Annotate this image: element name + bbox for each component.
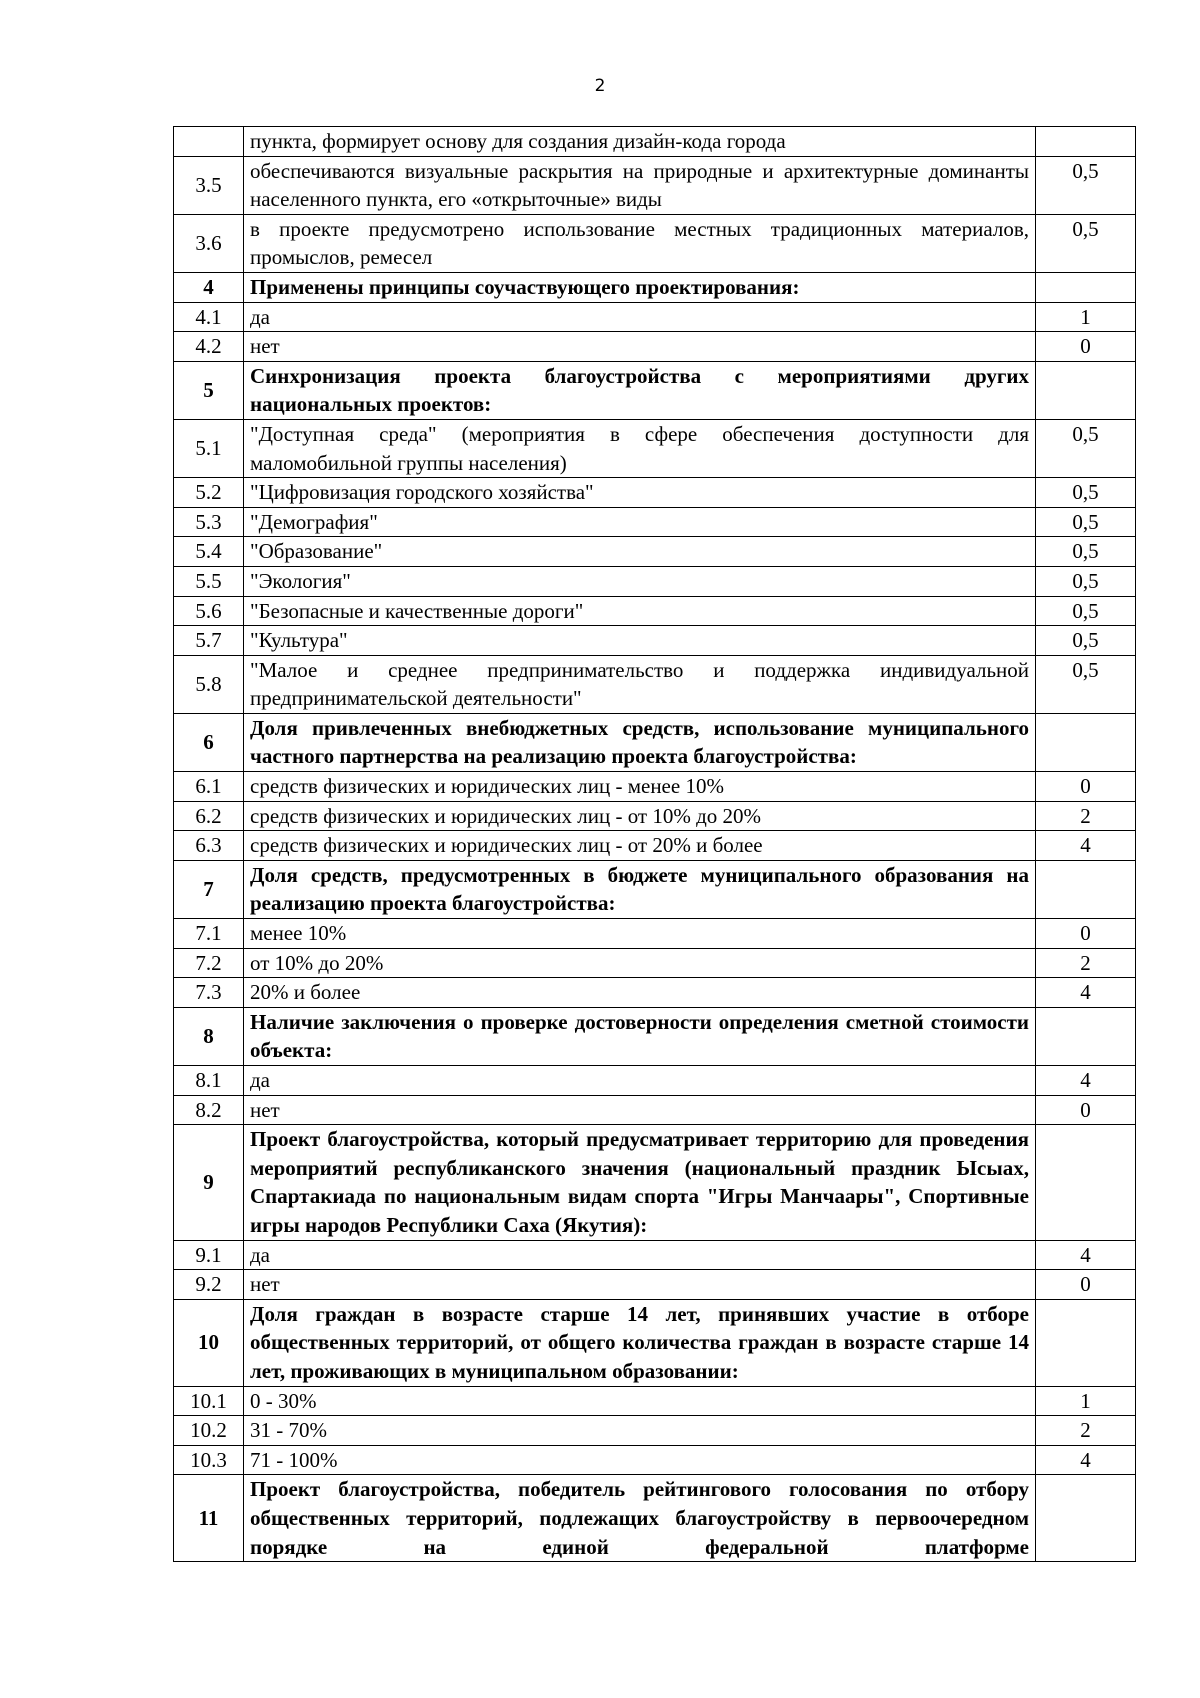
score-value: 4: [1036, 978, 1136, 1008]
table-row: [174, 537, 1136, 567]
table-row: [174, 948, 1136, 978]
score-value: [1036, 1299, 1136, 1386]
row-number: 4.2: [174, 332, 244, 362]
score-value: 0: [1036, 919, 1136, 949]
row-number: 8: [174, 1007, 244, 1065]
criterion-text: Проект благоустройства, который предусматривает территорию для проведения мероприятий республиканского значения (национальный праздник Ысыах, Спартакиада по национальным видам спорта "Игры Манчаары", Спортивные игры народов Республики Саха (Якутия):: [244, 1125, 1036, 1240]
criterion-text: "Культура": [244, 626, 1036, 656]
score-value: [1036, 713, 1136, 771]
section-row: [174, 1475, 1136, 1562]
row-number: 7: [174, 860, 244, 918]
criterion-text: да: [244, 1240, 1036, 1270]
row-number: 7.2: [174, 948, 244, 978]
criterion-text: обеспечиваются визуальные раскрытия на природные и архитектурные доминанты населенного пункта, его «открыточные» виды: [244, 156, 1036, 214]
criterion-text: "Безопасные и качественные дороги": [244, 596, 1036, 626]
section-row: [174, 713, 1136, 771]
criterion-text: "Экология": [244, 566, 1036, 596]
row-number: 8.2: [174, 1095, 244, 1125]
row-number: 5: [174, 361, 244, 419]
section-row: [174, 1125, 1136, 1240]
table-row: [174, 1445, 1136, 1475]
row-number: 5.7: [174, 626, 244, 656]
table-row: [174, 214, 1136, 272]
table-row: [174, 978, 1136, 1008]
table-row: [174, 1240, 1136, 1270]
row-number: 3.5: [174, 156, 244, 214]
score-value: 2: [1036, 1416, 1136, 1446]
criterion-text: Доля средств, предусмотренных в бюджете муниципального образования на реализацию проекта благоустройства:: [244, 860, 1036, 918]
row-number: 10: [174, 1299, 244, 1386]
criteria-table: [173, 126, 1136, 1562]
table-row: [174, 566, 1136, 596]
table-row: [174, 127, 1136, 157]
criterion-text: Применены принципы соучаствующего проектирования:: [244, 272, 1036, 302]
criterion-text: Наличие заключения о проверке достоверности определения сметной стоимости объекта:: [244, 1007, 1036, 1065]
score-value: 0,5: [1036, 478, 1136, 508]
criterion-text: пункта, формирует основу для создания дизайн-кода города: [244, 127, 1036, 157]
score-value: 4: [1036, 831, 1136, 861]
row-number: 6.1: [174, 772, 244, 802]
score-value: 0,5: [1036, 655, 1136, 713]
table-row: [174, 655, 1136, 713]
score-value: 4: [1036, 1240, 1136, 1270]
score-value: 0,5: [1036, 156, 1136, 214]
row-number: 3.6: [174, 214, 244, 272]
criterion-text: "Образование": [244, 537, 1036, 567]
criterion-text: Доля привлеченных внебюджетных средств, использование муниципального частного партнерства на реализацию проекта благоустройства:: [244, 713, 1036, 771]
criterion-text: "Цифровизация городского хозяйства": [244, 478, 1036, 508]
row-number: 10.2: [174, 1416, 244, 1446]
row-number: 10.3: [174, 1445, 244, 1475]
row-number: 5.2: [174, 478, 244, 508]
score-value: 0: [1036, 1095, 1136, 1125]
table-row: [174, 1386, 1136, 1416]
table-row: [174, 626, 1136, 656]
row-number: [174, 127, 244, 157]
score-value: [1036, 127, 1136, 157]
table-row: [174, 419, 1136, 477]
criterion-text: "Малое и среднее предпринимательство и поддержка индивидуальной предпринимательской деятельности": [244, 655, 1036, 713]
row-number: 6.3: [174, 831, 244, 861]
section-row: [174, 1007, 1136, 1065]
score-value: 0,5: [1036, 214, 1136, 272]
criterion-text: менее 10%: [244, 919, 1036, 949]
criterion-text: в проекте предусмотрено использование местных традиционных материалов, промыслов, ремесел: [244, 214, 1036, 272]
criterion-text: средств физических и юридических лиц - от 10% до 20%: [244, 801, 1036, 831]
criterion-text: да: [244, 302, 1036, 332]
criterion-text: 71 - 100%: [244, 1445, 1036, 1475]
score-value: [1036, 361, 1136, 419]
row-number: 5.8: [174, 655, 244, 713]
row-number: 5.6: [174, 596, 244, 626]
row-number: 4.1: [174, 302, 244, 332]
criterion-text: средств физических и юридических лиц - от 20% и более: [244, 831, 1036, 861]
score-value: 2: [1036, 948, 1136, 978]
criterion-text: нет: [244, 1095, 1036, 1125]
row-number: 8.1: [174, 1066, 244, 1096]
score-value: 0,5: [1036, 419, 1136, 477]
section-row: [174, 1299, 1136, 1386]
section-row: [174, 860, 1136, 918]
table-row: [174, 156, 1136, 214]
criterion-text: нет: [244, 1270, 1036, 1300]
criteria-table-body: [174, 127, 1136, 1562]
criterion-text: "Доступная среда" (мероприятия в сфере обеспечения доступности для маломобильной группы населения): [244, 419, 1036, 477]
row-number: 7.3: [174, 978, 244, 1008]
score-value: [1036, 860, 1136, 918]
criterion-text: "Демография": [244, 507, 1036, 537]
criterion-text: Проект благоустройства, победитель рейтингового голосования по отбору общественных территорий, подлежащих благоустройству в первоочередном порядке на единой федеральной платформе: [244, 1475, 1036, 1562]
row-number: 9.1: [174, 1240, 244, 1270]
row-number: 4: [174, 272, 244, 302]
criterion-text: Синхронизация проекта благоустройства с мероприятиями других национальных проектов:: [244, 361, 1036, 419]
score-value: [1036, 1007, 1136, 1065]
score-value: 0,5: [1036, 596, 1136, 626]
criterion-text: Доля граждан в возрасте старше 14 лет, принявших участие в отборе общественных территорий, от общего количества граждан в возрасте старше 14 лет, проживающих в муниципальном образовании:: [244, 1299, 1036, 1386]
score-value: [1036, 1125, 1136, 1240]
table-row: [174, 596, 1136, 626]
table-row: [174, 1270, 1136, 1300]
table-row: [174, 478, 1136, 508]
table-row: [174, 801, 1136, 831]
criterion-text: 0 - 30%: [244, 1386, 1036, 1416]
row-number: 5.5: [174, 566, 244, 596]
score-value: 0: [1036, 1270, 1136, 1300]
score-value: 1: [1036, 1386, 1136, 1416]
row-number: 10.1: [174, 1386, 244, 1416]
score-value: 0: [1036, 332, 1136, 362]
table-row: [174, 1416, 1136, 1446]
score-value: 0,5: [1036, 537, 1136, 567]
score-value: 0,5: [1036, 626, 1136, 656]
score-value: 1: [1036, 302, 1136, 332]
criterion-text: 20% и более: [244, 978, 1036, 1008]
table-row: [174, 1066, 1136, 1096]
criterion-text: от 10% до 20%: [244, 948, 1036, 978]
row-number: 5.1: [174, 419, 244, 477]
score-value: 2: [1036, 801, 1136, 831]
score-value: [1036, 1475, 1136, 1562]
criterion-text: 31 - 70%: [244, 1416, 1036, 1446]
row-number: 6.2: [174, 801, 244, 831]
criterion-text: да: [244, 1066, 1036, 1096]
table-row: [174, 332, 1136, 362]
score-value: 4: [1036, 1066, 1136, 1096]
section-row: [174, 272, 1136, 302]
row-number: 5.3: [174, 507, 244, 537]
section-row: [174, 361, 1136, 419]
table-row: [174, 772, 1136, 802]
table-row: [174, 1095, 1136, 1125]
table-row: [174, 507, 1136, 537]
score-value: 0: [1036, 772, 1136, 802]
score-value: 4: [1036, 1445, 1136, 1475]
row-number: 11: [174, 1475, 244, 1562]
row-number: 7.1: [174, 919, 244, 949]
table-row: [174, 302, 1136, 332]
row-number: 9.2: [174, 1270, 244, 1300]
criterion-text: средств физических и юридических лиц - менее 10%: [244, 772, 1036, 802]
table-row: [174, 831, 1136, 861]
criterion-text: нет: [244, 332, 1036, 362]
row-number: 9: [174, 1125, 244, 1240]
score-value: 0,5: [1036, 566, 1136, 596]
score-value: [1036, 272, 1136, 302]
row-number: 5.4: [174, 537, 244, 567]
page-number: 2: [594, 76, 606, 96]
score-value: 0,5: [1036, 507, 1136, 537]
row-number: 6: [174, 713, 244, 771]
table-row: [174, 919, 1136, 949]
